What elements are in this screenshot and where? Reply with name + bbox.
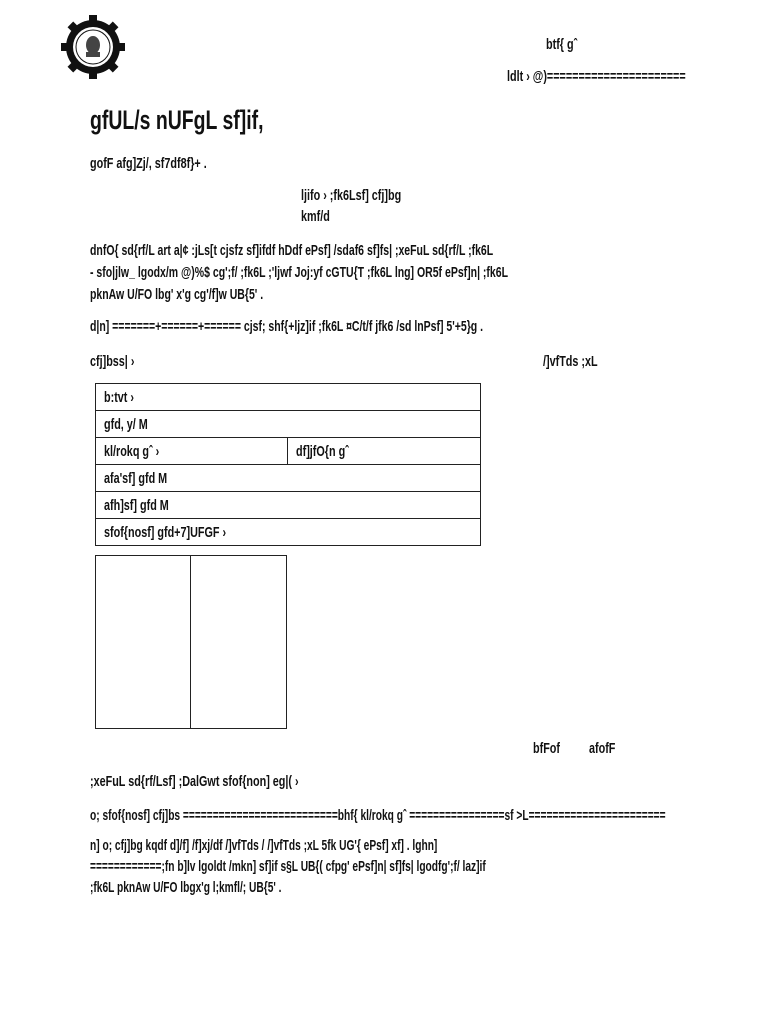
table-row xyxy=(96,465,481,492)
left-thumb-label: afofF xyxy=(589,740,616,757)
grandfather-name-field[interactable]: afh]sf] gfd M xyxy=(96,492,481,519)
recipient-address: gofF afg]Zj/, sf7df8f}+ . xyxy=(90,155,207,172)
table-row xyxy=(96,411,481,438)
page-title: gfUL/s nUFgL sf]if, xyxy=(90,105,264,135)
table-row xyxy=(96,384,481,411)
name-address-field[interactable]: gfd, y/ M xyxy=(96,411,481,438)
thumbprint-divider xyxy=(190,556,191,728)
thumbprint-box[interactable] xyxy=(95,555,287,729)
section-paragraph-line: ;fk6L pknAw U/FO lbgx'g l;kmfl/; UB{5' . xyxy=(90,879,282,896)
section-paragraph-line: n] o; cfj]bg kqdf d]/f] /f]xj/df /]vfTds / /]vfTds ;xL 5fk UG'{ ePsf] xf] . lghn] xyxy=(90,837,438,854)
subject-form-label: kmf/d xyxy=(301,208,330,225)
organization-logo xyxy=(60,14,126,80)
table-row xyxy=(96,438,481,465)
body-paragraph-line: - sfo|jlw_ lgodx/m @)%$ cg';f/ ;fk6L ;'ljwf Joj:yf cGTU{T ;fk6L lng] OR5f ePsf]n| ;fk6L xyxy=(90,264,509,281)
right-thumb-label: bfFof xyxy=(533,740,560,757)
office-name-field[interactable]: sfof{nosf] gfd+7]UFGF › xyxy=(96,519,481,546)
signature-label: /]vfTds ;xL xyxy=(543,353,598,370)
section-paragraph-line: ============;fn b]lv lgoldt /mkn] sf]if s§L UB{( cfpg' ePsf]n| sf]fs| lgodfg';f/ laz]if xyxy=(90,858,486,875)
subject-line: ljifo › ;fk6Lsf] cfj]bg xyxy=(301,187,402,204)
table-row xyxy=(96,492,481,519)
father-name-field[interactable]: afa'sf] gfd M xyxy=(96,465,481,492)
header-date-line: ldlt › @)====================== xyxy=(507,68,686,85)
gear-seal-icon xyxy=(60,14,126,80)
applicant-label: cfj]bss| › xyxy=(90,353,135,370)
amount-statement: d|n] =======+======+====== cjsf; shf{+ljz]if ;fk6L ¤C/t/f jfk6 /sd lnPsf] 5'+5}g . xyxy=(90,318,484,335)
body-paragraph-line: pknAw U/FO lbg' x'g cg'/f]w UB{5' . xyxy=(90,286,264,303)
section-statement-line: o; sfof{nosf] cfj]bs ==========================bhf{ kl/rokq gˆ ================sf >L======================= xyxy=(90,807,666,824)
mobile-number-field[interactable]: df]jfO{n gˆ xyxy=(288,438,481,465)
applicant-details-table xyxy=(95,383,481,546)
id-card-number-field[interactable]: kl/rokq gˆ › xyxy=(96,438,288,465)
section-title: ;xeFuL sd{rf/Lsf] ;DalGwt sfof{non] eg|( › xyxy=(90,773,299,790)
header-number-label: btf{ gˆ xyxy=(546,36,578,53)
signature-field[interactable]: b:tvt › xyxy=(96,384,481,411)
table-row xyxy=(96,519,481,546)
body-paragraph-line: dnfO{ sd{rf/L art a|¢ :jLs[t cjsfz sf]ifdf hDdf ePsf] /sdaf6 sf]fs| ;xeFuL sd{rf/L ;fk6L xyxy=(90,242,494,259)
